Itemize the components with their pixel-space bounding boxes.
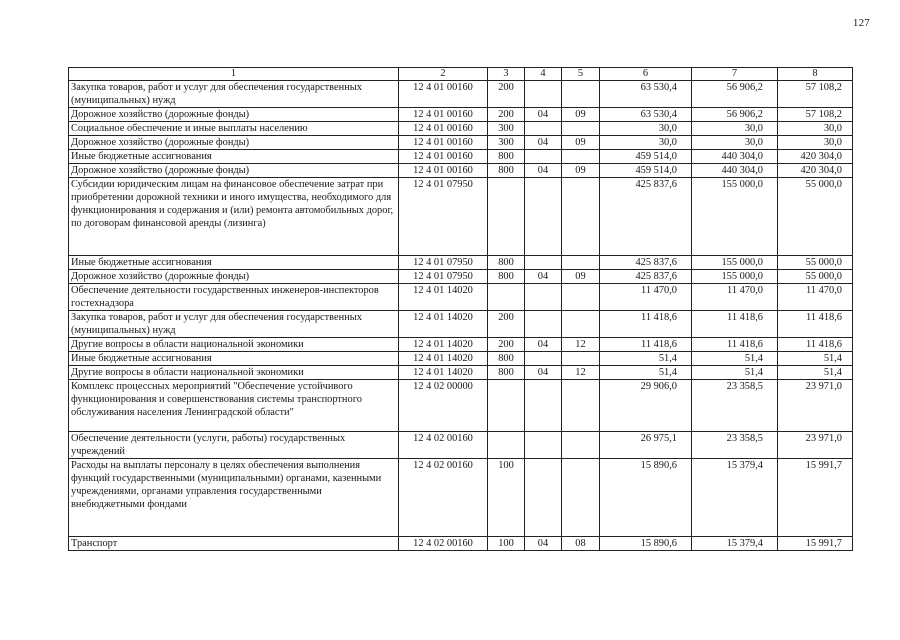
table-row <box>69 338 853 352</box>
cell-amount-year1: 459 514,0 <box>600 150 692 164</box>
cell-expense-type <box>488 380 525 432</box>
cell-expense-type: 800 <box>488 352 525 366</box>
table-row <box>69 537 853 551</box>
cell-amount-year2: 30,0 <box>692 136 778 150</box>
table-row <box>69 459 853 537</box>
table-row <box>69 311 853 338</box>
cell-name: Иные бюджетные ассигнования <box>69 352 399 366</box>
cell-subsection <box>562 178 600 256</box>
table-row <box>69 122 853 136</box>
cell-amount-year1: 63 530,4 <box>600 81 692 108</box>
cell-expense-type: 300 <box>488 136 525 150</box>
cell-amount-year1: 425 837,6 <box>600 178 692 256</box>
cell-amount-year2: 15 379,4 <box>692 459 778 537</box>
header-cell: 4 <box>525 68 562 81</box>
table-row <box>69 150 853 164</box>
cell-amount-year3: 30,0 <box>778 122 853 136</box>
cell-subsection: 09 <box>562 136 600 150</box>
cell-section <box>525 352 562 366</box>
cell-section: 04 <box>525 136 562 150</box>
cell-code: 12 4 01 00160 <box>399 150 488 164</box>
cell-section <box>525 178 562 256</box>
cell-subsection <box>562 459 600 537</box>
cell-name: Социальное обеспечение и иные выплаты населению <box>69 122 399 136</box>
cell-amount-year3: 420 304,0 <box>778 150 853 164</box>
cell-amount-year2: 155 000,0 <box>692 178 778 256</box>
cell-amount-year3: 30,0 <box>778 136 853 150</box>
cell-amount-year2: 15 379,4 <box>692 537 778 551</box>
cell-expense-type: 800 <box>488 256 525 270</box>
cell-amount-year3: 23 971,0 <box>778 432 853 459</box>
table-row <box>69 366 853 380</box>
cell-subsection: 09 <box>562 164 600 178</box>
cell-code: 12 4 01 14020 <box>399 284 488 311</box>
cell-code: 12 4 01 14020 <box>399 338 488 352</box>
cell-expense-type <box>488 432 525 459</box>
cell-amount-year1: 51,4 <box>600 352 692 366</box>
cell-section <box>525 256 562 270</box>
table-row <box>69 352 853 366</box>
cell-amount-year3: 55 000,0 <box>778 178 853 256</box>
cell-subsection <box>562 284 600 311</box>
cell-amount-year2: 155 000,0 <box>692 256 778 270</box>
cell-name: Расходы на выплаты персоналу в целях обеспечения выполнения функций государственными (муниципальными) органами, казенными учреждениями, органами управления государственными внебюджетными фондами <box>69 459 399 537</box>
cell-code: 12 4 02 00000 <box>399 380 488 432</box>
header-cell: 1 <box>69 68 399 81</box>
cell-amount-year1: 51,4 <box>600 366 692 380</box>
cell-amount-year3: 11 418,6 <box>778 311 853 338</box>
cell-section: 04 <box>525 164 562 178</box>
cell-code: 12 4 01 00160 <box>399 81 488 108</box>
cell-amount-year3: 55 000,0 <box>778 256 853 270</box>
cell-name: Дорожное хозяйство (дорожные фонды) <box>69 164 399 178</box>
cell-amount-year3: 57 108,2 <box>778 108 853 122</box>
cell-expense-type: 300 <box>488 122 525 136</box>
cell-amount-year3: 420 304,0 <box>778 164 853 178</box>
cell-section <box>525 311 562 338</box>
cell-code: 12 4 02 00160 <box>399 432 488 459</box>
cell-amount-year2: 11 418,6 <box>692 338 778 352</box>
cell-amount-year2: 155 000,0 <box>692 270 778 284</box>
cell-code: 12 4 01 07950 <box>399 178 488 256</box>
cell-expense-type <box>488 284 525 311</box>
cell-amount-year3: 57 108,2 <box>778 81 853 108</box>
cell-amount-year1: 425 837,6 <box>600 270 692 284</box>
cell-name: Обеспечение деятельности государственных инженеров-инспекторов гостехнадзора <box>69 284 399 311</box>
cell-section <box>525 380 562 432</box>
cell-amount-year2: 11 470,0 <box>692 284 778 311</box>
cell-code: 12 4 01 14020 <box>399 352 488 366</box>
cell-code: 12 4 01 00160 <box>399 122 488 136</box>
cell-subsection: 09 <box>562 270 600 284</box>
cell-subsection <box>562 122 600 136</box>
table-row <box>69 178 853 256</box>
cell-section: 04 <box>525 537 562 551</box>
cell-name: Дорожное хозяйство (дорожные фонды) <box>69 136 399 150</box>
cell-name: Иные бюджетные ассигнования <box>69 256 399 270</box>
cell-amount-year2: 440 304,0 <box>692 150 778 164</box>
table-row <box>69 164 853 178</box>
cell-amount-year1: 425 837,6 <box>600 256 692 270</box>
table-row <box>69 136 853 150</box>
cell-expense-type: 100 <box>488 537 525 551</box>
cell-amount-year1: 15 890,6 <box>600 537 692 551</box>
cell-code: 12 4 01 07950 <box>399 256 488 270</box>
cell-name: Иные бюджетные ассигнования <box>69 150 399 164</box>
cell-name: Дорожное хозяйство (дорожные фонды) <box>69 270 399 284</box>
cell-expense-type: 200 <box>488 108 525 122</box>
cell-expense-type: 800 <box>488 366 525 380</box>
header-cell: 6 <box>600 68 692 81</box>
cell-expense-type <box>488 178 525 256</box>
cell-amount-year3: 23 971,0 <box>778 380 853 432</box>
cell-amount-year2: 23 358,5 <box>692 380 778 432</box>
cell-amount-year1: 11 470,0 <box>600 284 692 311</box>
cell-subsection <box>562 432 600 459</box>
cell-amount-year2: 51,4 <box>692 366 778 380</box>
cell-code: 12 4 01 14020 <box>399 366 488 380</box>
cell-expense-type: 800 <box>488 270 525 284</box>
cell-name: Обеспечение деятельности (услуги, работы) государственных учреждений <box>69 432 399 459</box>
table-header-row <box>69 68 853 81</box>
cell-amount-year1: 26 975,1 <box>600 432 692 459</box>
cell-amount-year3: 11 418,6 <box>778 338 853 352</box>
cell-name: Дорожное хозяйство (дорожные фонды) <box>69 108 399 122</box>
cell-subsection <box>562 150 600 164</box>
cell-expense-type: 200 <box>488 338 525 352</box>
cell-amount-year3: 51,4 <box>778 352 853 366</box>
table-row <box>69 270 853 284</box>
cell-subsection: 12 <box>562 366 600 380</box>
cell-amount-year1: 11 418,6 <box>600 338 692 352</box>
cell-name: Другие вопросы в области национальной экономики <box>69 366 399 380</box>
cell-amount-year1: 29 906,0 <box>600 380 692 432</box>
cell-subsection <box>562 256 600 270</box>
cell-subsection: 12 <box>562 338 600 352</box>
cell-section: 04 <box>525 108 562 122</box>
cell-amount-year3: 11 470,0 <box>778 284 853 311</box>
cell-amount-year1: 63 530,4 <box>600 108 692 122</box>
cell-code: 12 4 02 00160 <box>399 459 488 537</box>
cell-subsection <box>562 380 600 432</box>
header-cell: 7 <box>692 68 778 81</box>
cell-amount-year2: 11 418,6 <box>692 311 778 338</box>
cell-expense-type: 200 <box>488 311 525 338</box>
cell-expense-type: 800 <box>488 150 525 164</box>
budget-table <box>68 67 853 551</box>
cell-amount-year1: 459 514,0 <box>600 164 692 178</box>
cell-amount-year1: 30,0 <box>600 122 692 136</box>
cell-amount-year3: 51,4 <box>778 366 853 380</box>
cell-section <box>525 459 562 537</box>
cell-code: 12 4 01 00160 <box>399 136 488 150</box>
cell-amount-year2: 51,4 <box>692 352 778 366</box>
table-row <box>69 256 853 270</box>
cell-name: Другие вопросы в области национальной экономики <box>69 338 399 352</box>
cell-expense-type: 200 <box>488 81 525 108</box>
cell-amount-year2: 440 304,0 <box>692 164 778 178</box>
table-row <box>69 108 853 122</box>
cell-expense-type: 800 <box>488 164 525 178</box>
cell-code: 12 4 01 00160 <box>399 164 488 178</box>
cell-section <box>525 432 562 459</box>
cell-amount-year1: 11 418,6 <box>600 311 692 338</box>
cell-name: Субсидии юридическим лицам на финансовое обеспечение затрат при приобретении дорожной техники и иного имущества, необходимого для функционирования и содержания и (или) ремонта автомобильных дорог, по договорам финансовой аренды (лизинга) <box>69 178 399 256</box>
cell-amount-year1: 30,0 <box>600 136 692 150</box>
cell-amount-year2: 23 358,5 <box>692 432 778 459</box>
cell-amount-year3: 15 991,7 <box>778 537 853 551</box>
cell-amount-year2: 30,0 <box>692 122 778 136</box>
cell-section <box>525 81 562 108</box>
table-row <box>69 284 853 311</box>
page-number: 127 <box>852 17 870 29</box>
cell-code: 12 4 01 00160 <box>399 108 488 122</box>
cell-amount-year2: 56 906,2 <box>692 108 778 122</box>
header-cell: 5 <box>562 68 600 81</box>
table-row <box>69 81 853 108</box>
cell-amount-year3: 15 991,7 <box>778 459 853 537</box>
cell-section: 04 <box>525 338 562 352</box>
cell-section: 04 <box>525 270 562 284</box>
cell-subsection: 09 <box>562 108 600 122</box>
cell-name: Закупка товаров, работ и услуг для обеспечения государственных (муниципальных) нужд <box>69 81 399 108</box>
cell-code: 12 4 01 07950 <box>399 270 488 284</box>
cell-amount-year1: 15 890,6 <box>600 459 692 537</box>
cell-section <box>525 150 562 164</box>
cell-name: Закупка товаров, работ и услуг для обеспечения государственных (муниципальных) нужд <box>69 311 399 338</box>
cell-code: 12 4 02 00160 <box>399 537 488 551</box>
header-cell: 3 <box>488 68 525 81</box>
table-row <box>69 432 853 459</box>
cell-subsection <box>562 81 600 108</box>
cell-name: Комплекс процессных мероприятий "Обеспечение устойчивого функционирования и совершенствования системы транспортного обслуживания населения Ленинградской области" <box>69 380 399 432</box>
cell-amount-year2: 56 906,2 <box>692 81 778 108</box>
cell-section <box>525 284 562 311</box>
cell-expense-type: 100 <box>488 459 525 537</box>
cell-name: Транспорт <box>69 537 399 551</box>
cell-subsection: 08 <box>562 537 600 551</box>
cell-section <box>525 122 562 136</box>
cell-section: 04 <box>525 366 562 380</box>
cell-code: 12 4 01 14020 <box>399 311 488 338</box>
table-row <box>69 380 853 432</box>
cell-subsection <box>562 352 600 366</box>
cell-amount-year3: 55 000,0 <box>778 270 853 284</box>
cell-subsection <box>562 311 600 338</box>
header-cell: 8 <box>778 68 853 81</box>
header-cell: 2 <box>399 68 488 81</box>
